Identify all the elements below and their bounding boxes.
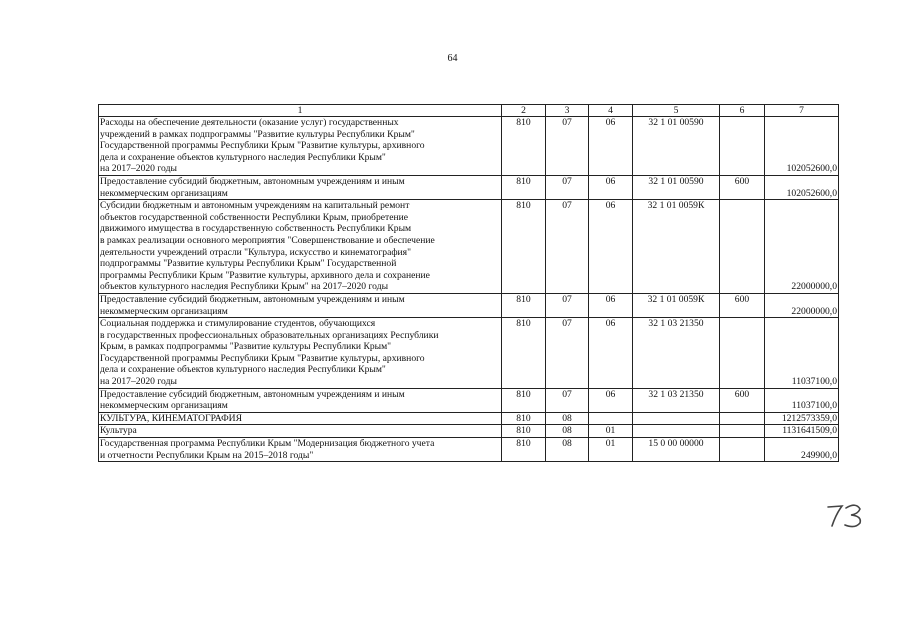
row-code-cell: 07 — [546, 388, 589, 412]
row-code-cell — [633, 425, 720, 438]
row-code-cell — [720, 412, 765, 425]
row-name-cell: Государственная программа Республики Крым "Модернизация бюджетного учета и отчетности Республики Крым на 2015–2018 годы" — [99, 438, 502, 462]
row-code-cell: 810 — [502, 425, 546, 438]
row-code-cell: 07 — [546, 318, 589, 389]
row-code-cell: 08 — [546, 425, 589, 438]
row-code-cell: 810 — [502, 412, 546, 425]
row-code-cell: 810 — [502, 388, 546, 412]
row-code-cell: 32 1 03 21350 — [633, 318, 720, 389]
row-code-cell — [720, 117, 765, 176]
table-row — [99, 293, 839, 317]
row-amount-cell: 102052600,0 — [765, 117, 839, 176]
header-cell: 7 — [765, 105, 839, 117]
header-cell: 5 — [633, 105, 720, 117]
row-amount-cell: 102052600,0 — [765, 175, 839, 199]
row-code-cell — [720, 200, 765, 294]
row-code-cell — [589, 412, 633, 425]
table-row — [99, 425, 839, 438]
row-code-cell: 06 — [589, 293, 633, 317]
header-cell: 1 — [99, 105, 502, 117]
row-code-cell — [720, 318, 765, 389]
row-name-cell: Предоставление субсидий бюджетным, автономным учреждениям и иным некоммерческим организациям — [99, 293, 502, 317]
row-amount-cell: 1131641509,0 — [765, 425, 839, 438]
table-row — [99, 388, 839, 412]
row-amount-cell: 11037100,0 — [765, 318, 839, 389]
header-cell: 2 — [502, 105, 546, 117]
row-code-cell: 08 — [546, 412, 589, 425]
row-code-cell: 07 — [546, 293, 589, 317]
header-cell: 6 — [720, 105, 765, 117]
table-row — [99, 438, 839, 462]
row-name-cell: КУЛЬТУРА, КИНЕМАТОГРАФИЯ — [99, 412, 502, 425]
row-code-cell: 32 1 01 00590 — [633, 117, 720, 176]
row-code-cell: 15 0 00 00000 — [633, 438, 720, 462]
table-row — [99, 200, 839, 294]
row-code-cell: 06 — [589, 388, 633, 412]
header-cell: 3 — [546, 105, 589, 117]
row-code-cell: 06 — [589, 175, 633, 199]
row-code-cell: 810 — [502, 438, 546, 462]
row-name-cell: Предоставление субсидий бюджетным, автономным учреждениям и иным некоммерческим организациям — [99, 388, 502, 412]
row-code-cell: 32 1 01 0059К — [633, 200, 720, 294]
row-code-cell — [720, 438, 765, 462]
row-code-cell: 06 — [589, 117, 633, 176]
header-cell: 4 — [589, 105, 633, 117]
row-name-cell: Субсидии бюджетным и автономным учреждениям на капитальный ремонт объектов государственной собственности Республики Крым, приобретение движимого имущества в государственную собственность Республики Крым в рамках реализации основного мероприятия "Совершенствование и обеспечение деятельности учреждений отрасли "Культура, искусство и кинематография" подпрограммы "Развитие культуры Республики Крым" Государственной программы Республики Крым "Развитие культуры, архивного дела и сохранение объектов культурного наследия Республики Крым" на 2017–2020 годы — [99, 200, 502, 294]
row-amount-cell: 22000000,0 — [765, 293, 839, 317]
row-code-cell: 810 — [502, 318, 546, 389]
row-code-cell: 32 1 01 0059К — [633, 293, 720, 317]
row-code-cell: 07 — [546, 117, 589, 176]
table-header-row — [99, 105, 839, 117]
table-row — [99, 412, 839, 425]
table-row — [99, 117, 839, 176]
row-amount-cell: 22000000,0 — [765, 200, 839, 294]
row-amount-cell: 249900,0 — [765, 438, 839, 462]
row-code-cell: 810 — [502, 175, 546, 199]
row-name-cell: Культура — [99, 425, 502, 438]
row-code-cell: 600 — [720, 293, 765, 317]
budget-table — [98, 104, 839, 462]
row-code-cell: 600 — [720, 388, 765, 412]
row-name-cell: Социальная поддержка и стимулирование студентов, обучающихся в государственных профессиональных образовательных организациях Республики Крым, в рамках подпрограммы "Развитие культуры Республики Крым" Государственной программы Республики Крым "Развитие культуры, архивного дела и сохранение объектов культурного наследия Республики Крым" на 2017–2020 годы — [99, 318, 502, 389]
row-code-cell: 810 — [502, 293, 546, 317]
table-row — [99, 318, 839, 389]
row-code-cell: 600 — [720, 175, 765, 199]
row-code-cell: 810 — [502, 200, 546, 294]
row-name-cell: Предоставление субсидий бюджетным, автономным учреждениям и иным некоммерческим организациям — [99, 175, 502, 199]
row-code-cell: 810 — [502, 117, 546, 176]
row-name-cell: Расходы на обеспечение деятельности (оказание услуг) государственных учреждений в рамках подпрограммы "Развитие культуры Республики Крым" Государственной программы Республики Крым "Развитие культуры, архивного дела и сохранение объектов культурного наследия Республики Крым" на 2017–2020 годы — [99, 117, 502, 176]
row-amount-cell: 1212573359,0 — [765, 412, 839, 425]
row-code-cell: 01 — [589, 425, 633, 438]
row-code-cell — [633, 412, 720, 425]
row-code-cell: 07 — [546, 175, 589, 199]
page-number: 64 — [447, 53, 458, 64]
row-code-cell: 32 1 01 00590 — [633, 175, 720, 199]
handwritten-page-mark — [822, 500, 870, 530]
row-code-cell: 06 — [589, 200, 633, 294]
row-code-cell: 32 1 03 21350 — [633, 388, 720, 412]
row-code-cell: 08 — [546, 438, 589, 462]
row-code-cell: 07 — [546, 200, 589, 294]
row-code-cell: 01 — [589, 438, 633, 462]
row-code-cell — [720, 425, 765, 438]
row-amount-cell: 11037100,0 — [765, 388, 839, 412]
table-row — [99, 175, 839, 199]
row-code-cell: 06 — [589, 318, 633, 389]
